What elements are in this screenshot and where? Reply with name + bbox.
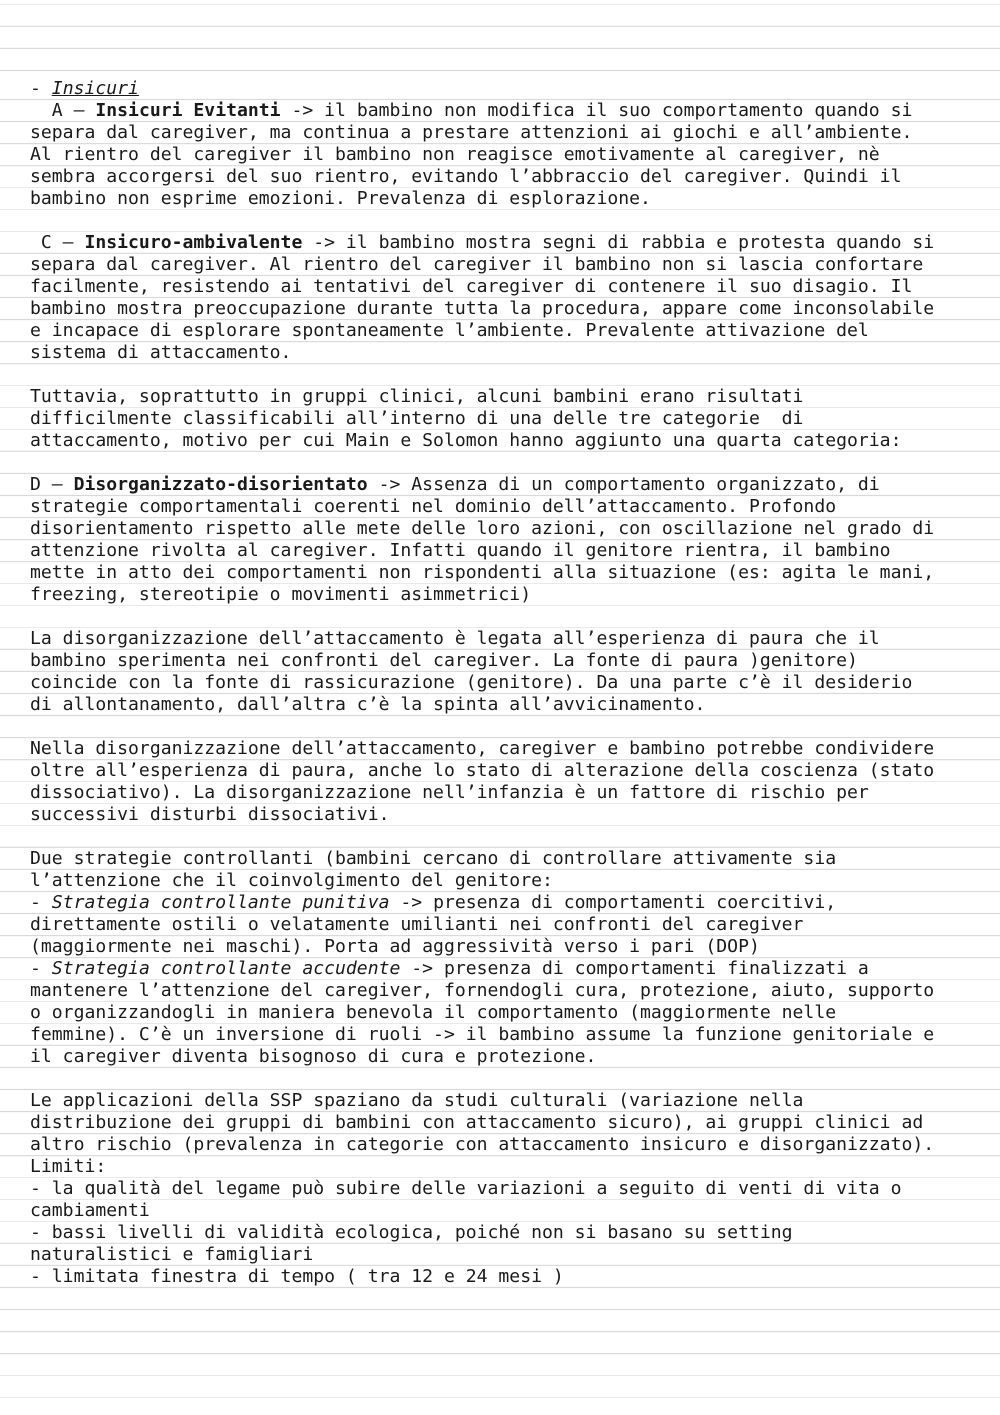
text-line: e incapace di esplorare spontaneamente l’ambiente. Prevalente attivazione del — [30, 320, 869, 341]
strategy-title: Strategia controllante accudente — [51, 958, 401, 979]
text-line: separa dal caregiver, ma continua a prestare attenzioni ai giochi e all’ambiente. — [30, 122, 913, 143]
text-line: direttamente ostili o velatamente umilianti nei confronti del caregiver — [30, 914, 804, 935]
strategy-title: Strategia controllante punitiva — [51, 892, 390, 913]
text-line: Tuttavia, soprattutto in gruppi clinici, alcuni bambini erano risultati — [30, 386, 804, 407]
blank-line — [30, 452, 995, 474]
blank-line — [30, 826, 995, 848]
text-line: mantenere l’attenzione del caregiver, fornendogli cura, protezione, aiuto, supporto — [30, 980, 935, 1001]
text-span: -> il bambino non modifica il suo comportamento quando si — [280, 100, 913, 121]
text-line: oltre all’esperienza di paura, anche lo stato di alterazione della coscienza (stato — [30, 760, 935, 781]
text-line: naturalistici e famigliari — [30, 1244, 314, 1265]
text-line: il caregiver diventa bisognoso di cura e protezione. — [30, 1046, 597, 1067]
text-line: coincide con la fonte di rassicurazione (genitore). Da una parte c’è il desiderio — [30, 672, 913, 693]
heading-line: - Insicuri — [30, 78, 139, 99]
text-line: l’attenzione che il coinvolgimento del genitore: — [30, 870, 553, 891]
text-line: attaccamento, motivo per cui Main e Solomon hanno aggiunto una quarta categoria: — [30, 430, 902, 451]
text-span: -> il bambino mostra segni di rabbia e protesta quando si — [302, 232, 935, 253]
text-line: successivi disturbi dissociativi. — [30, 804, 390, 825]
text-line: Due strategie controllanti (bambini cercano di controllare attivamente sia — [30, 848, 837, 869]
text-line: La disorganizzazione dell’attaccamento è legata all’esperienza di paura che il — [30, 628, 880, 649]
text-line: sistema di attaccamento. — [30, 342, 292, 363]
blank-line — [30, 364, 995, 386]
text-line: bambino mostra preoccupazione durante tutta la procedura, appare come inconsolabile — [30, 298, 935, 319]
section-heading: Insicuri — [51, 78, 139, 99]
text-line: Nella disorganizzazione dell’attaccamento, caregiver e bambino potrebbe condividere — [30, 738, 935, 759]
text-line: - limitata finestra di tempo ( tra 12 e 24 mesi ) — [30, 1266, 564, 1287]
text-line: Al rientro del caregiver il bambino non reagisce emotivamente al caregiver, nè — [30, 144, 880, 165]
blank-line — [30, 606, 995, 628]
text-span: -> Assenza di un comportamento organizzato, di — [367, 474, 880, 495]
text-line: freezing, stereotipie o movimenti asimmetrici) — [30, 584, 532, 605]
text-line: bambino non esprime emozioni. Prevalenza di esplorazione. — [30, 188, 651, 209]
text-line: cambiamenti — [30, 1200, 150, 1221]
text-line: (maggiormente nei maschi). Porta ad aggressività verso i pari (DOP) — [30, 936, 760, 957]
text-line: strategie comportamentali coerenti nel dominio dell’attaccamento. Profondo — [30, 496, 837, 517]
text-line: mette in atto dei comportamenti non rispondenti alla situazione (es: agita le mani, — [30, 562, 935, 583]
text-line — [30, 474, 995, 496]
text-line: Le applicazioni della SSP spaziano da studi culturali (variazione nella — [30, 1090, 804, 1111]
item-prefix: D – — [30, 474, 74, 495]
item-prefix: C – — [30, 232, 85, 253]
blank-line — [30, 210, 995, 232]
text-line — [30, 958, 995, 980]
text-line — [30, 232, 995, 254]
text-span: -> presenza di comportamenti finalizzati a — [400, 958, 869, 979]
text-line: Limiti: — [30, 1156, 107, 1177]
bullet-dash: - — [30, 958, 52, 979]
text-line: - bassi livelli di validità ecologica, poiché non si basano su setting — [30, 1222, 793, 1243]
blank-line — [30, 1068, 995, 1090]
text-line: difficilmente classificabili all’interno di una delle tre categorie di — [30, 408, 804, 429]
text-line: altro rischio (prevalenza in categorie con attaccamento insicuro e disorganizzato). — [30, 1134, 935, 1155]
text-line: o organizzandogli in maniera benevola il comportamento (maggiormente nelle — [30, 1002, 837, 1023]
text-line: - la qualità del legame può subire delle variazioni a seguito di venti di vita o — [30, 1178, 902, 1199]
text-line: facilmente, resistendo ai tentativi del caregiver di contenere il suo disagio. Il — [30, 276, 913, 297]
text-line: separa dal caregiver. Al rientro del caregiver il bambino non si lascia confortare — [30, 254, 924, 275]
text-line: attenzione rivolta al caregiver. Infatti quando il genitore rientra, il bambino — [30, 540, 891, 561]
text-span: -> presenza di comportamenti coercitivi, — [389, 892, 837, 913]
category-title: Insicuro-ambivalente — [84, 232, 303, 253]
text-line: disorientamento rispetto alle mete delle loro azioni, con oscillazione nel grado di — [30, 518, 935, 539]
text-line: femmine). C’è un inversione di ruoli -> il bambino assume la funzione genitoriale e — [30, 1024, 935, 1045]
category-title: Disorganizzato-disorientato — [73, 474, 368, 495]
document-page — [30, 78, 995, 1288]
blank-line — [30, 716, 995, 738]
text-line: sembra accorgersi del suo rientro, evitando l’abbraccio del caregiver. Quindi il — [30, 166, 902, 187]
item-prefix: A – — [30, 100, 96, 121]
text-line: di allontanamento, dall’altra c’è la spinta all’avvicinamento. — [30, 694, 706, 715]
text-line — [30, 892, 995, 914]
text-line: dissociativo). La disorganizzazione nell’infanzia è un fattore di rischio per — [30, 782, 869, 803]
bullet-dash: - — [30, 892, 52, 913]
text-line — [30, 100, 995, 122]
text-line: bambino sperimenta nei confronti del caregiver. La fonte di paura )genitore) — [30, 650, 858, 671]
category-title: Insicuri Evitanti — [95, 100, 281, 121]
text-line: distribuzione dei gruppi di bambini con attaccamento sicuro), ai gruppi clinici ad — [30, 1112, 924, 1133]
